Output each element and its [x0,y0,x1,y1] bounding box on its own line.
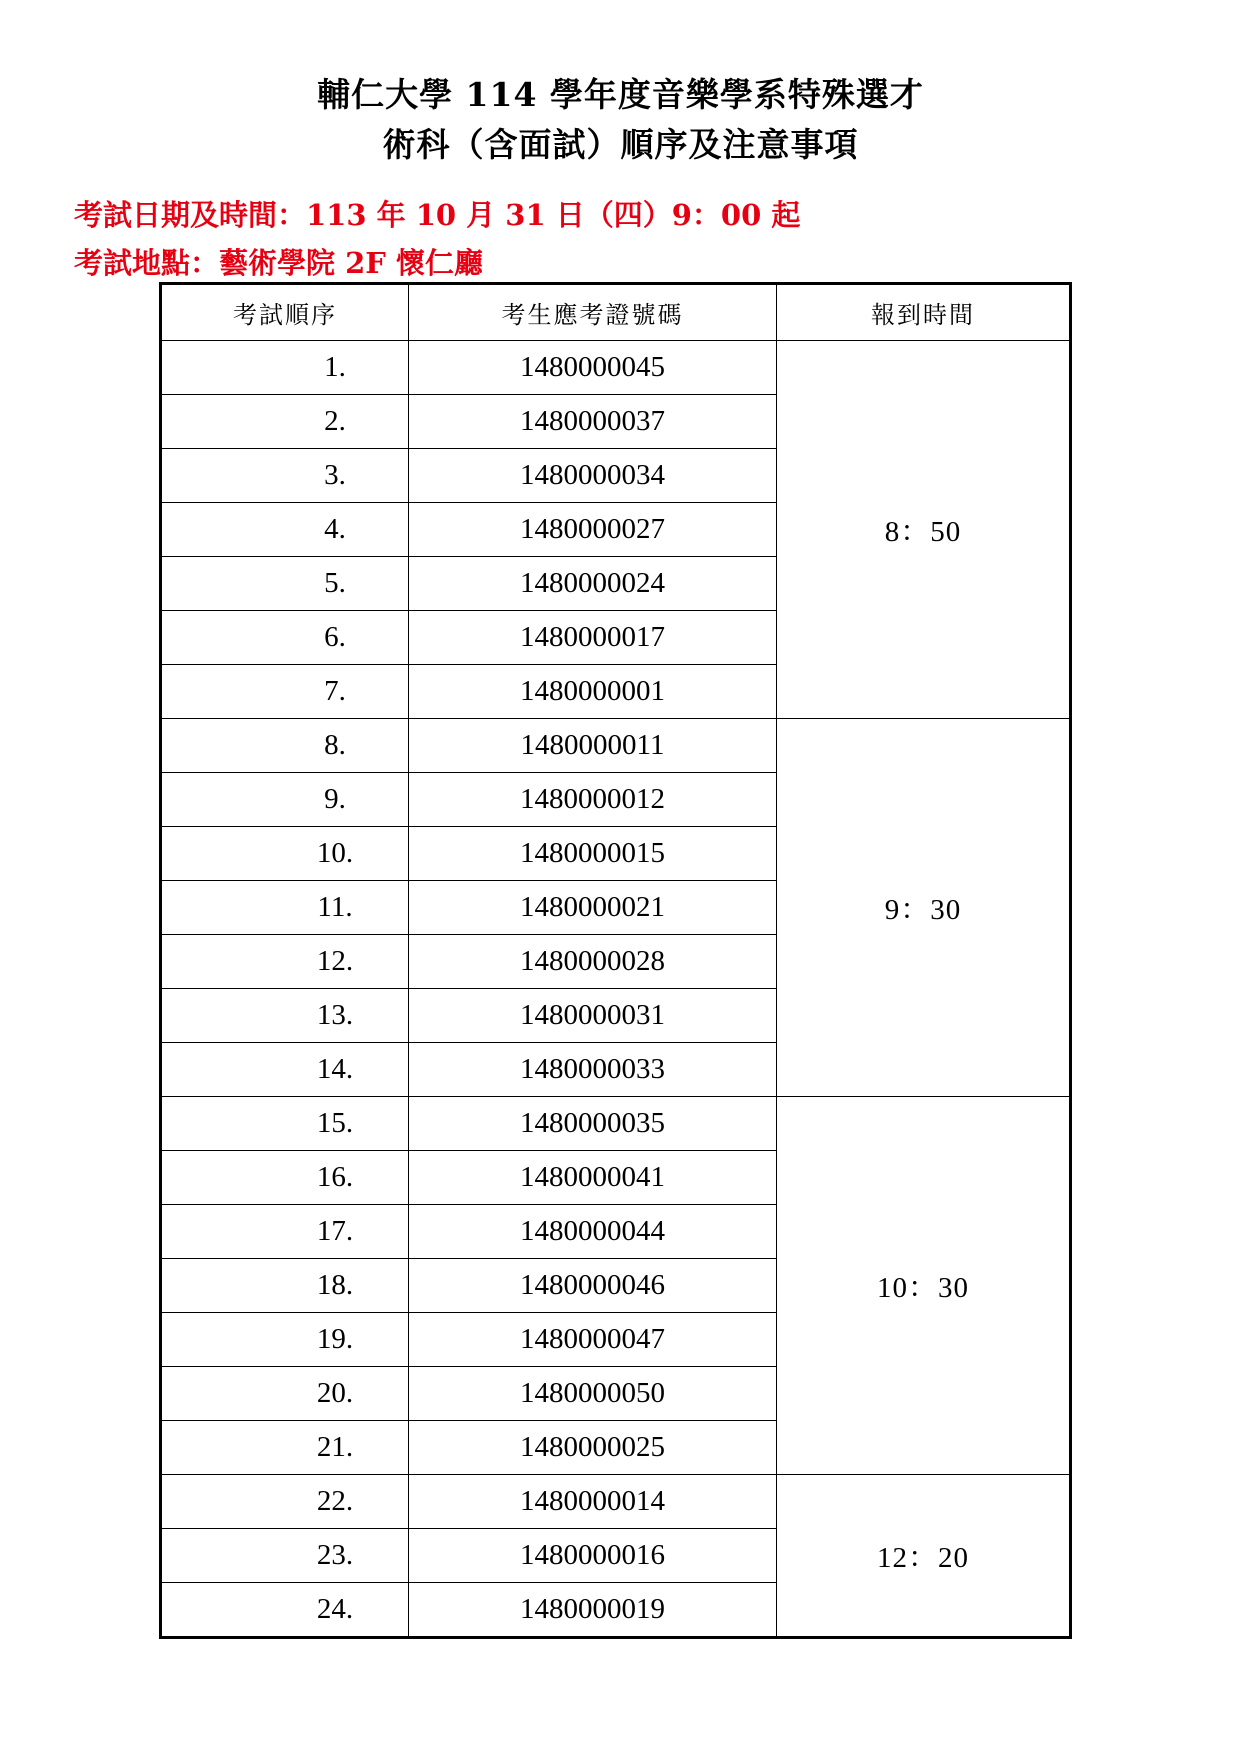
exam-schedule-table [159,282,1072,1639]
exam-order-cell: 14. [161,1043,409,1097]
header-exam-order: 考試順序 [161,284,409,341]
exam-order-cell: 13. [161,989,409,1043]
exam-order-cell: 22. [161,1475,409,1529]
admission-number-cell: 1480000035 [409,1097,777,1151]
admission-number-cell: 1480000041 [409,1151,777,1205]
admission-number-cell: 1480000047 [409,1313,777,1367]
admission-number-cell: 1480000027 [409,503,777,557]
check-in-time-cell: 8：50 [777,341,1071,719]
exam-order-cell: 11. [161,881,409,935]
exam-order-cell: 12. [161,935,409,989]
exam-order-cell: 4. [161,503,409,557]
admission-number-cell: 1480000021 [409,881,777,935]
exam-order-cell: 3. [161,449,409,503]
admission-number-cell: 1480000045 [409,341,777,395]
exam-location-line: 考試地點：藝術學院 2F 懷仁廳 [74,246,483,280]
admission-number-cell: 1480000017 [409,611,777,665]
admission-number-cell: 1480000014 [409,1475,777,1529]
admission-number-cell: 1480000044 [409,1205,777,1259]
exam-order-cell: 18. [161,1259,409,1313]
exam-order-cell: 24. [161,1583,409,1638]
exam-order-cell: 7. [161,665,409,719]
table-row [161,1475,1071,1529]
admission-number-cell: 1480000011 [409,719,777,773]
exam-order-cell: 17. [161,1205,409,1259]
title-line-1: 輔仁大學 114 學年度音樂學系特殊選才 [317,75,924,114]
admission-number-cell: 1480000031 [409,989,777,1043]
admission-number-cell: 1480000050 [409,1367,777,1421]
admission-number-cell: 1480000016 [409,1529,777,1583]
exam-order-cell: 6. [161,611,409,665]
admission-number-cell: 1480000028 [409,935,777,989]
header-check-in-time: 報到時間 [777,284,1071,341]
exam-order-cell: 10. [161,827,409,881]
title-line-2: 術科（含面試）順序及注意事項 [382,125,859,164]
exam-order-cell: 23. [161,1529,409,1583]
exam-order-cell: 20. [161,1367,409,1421]
admission-number-cell: 1480000046 [409,1259,777,1313]
exam-order-cell: 19. [161,1313,409,1367]
table-row [161,719,1071,773]
exam-order-cell: 2. [161,395,409,449]
admission-number-cell: 1480000037 [409,395,777,449]
check-in-time-cell: 9：30 [777,719,1071,1097]
admission-number-cell: 1480000034 [409,449,777,503]
admission-number-cell: 1480000033 [409,1043,777,1097]
admission-number-cell: 1480000015 [409,827,777,881]
document-title [0,70,1241,170]
check-in-time-cell: 10：30 [777,1097,1071,1475]
exam-order-cell: 16. [161,1151,409,1205]
admission-number-cell: 1480000019 [409,1583,777,1638]
exam-date-line: 考試日期及時間：113 年 10 月 31 日（四）9：00 起 [74,198,801,232]
check-in-time-cell: 12：20 [777,1475,1071,1638]
table-row [161,1097,1071,1151]
table-row [161,341,1071,395]
admission-number-cell: 1480000025 [409,1421,777,1475]
header-admission-number: 考生應考證號碼 [409,284,777,341]
exam-order-cell: 8. [161,719,409,773]
admission-number-cell: 1480000012 [409,773,777,827]
exam-order-cell: 21. [161,1421,409,1475]
exam-order-cell: 15. [161,1097,409,1151]
exam-order-cell: 1. [161,341,409,395]
admission-number-cell: 1480000024 [409,557,777,611]
admission-number-cell: 1480000001 [409,665,777,719]
exam-order-cell: 5. [161,557,409,611]
exam-order-cell: 9. [161,773,409,827]
table-body [161,341,1071,1638]
table-header-row [161,284,1071,341]
